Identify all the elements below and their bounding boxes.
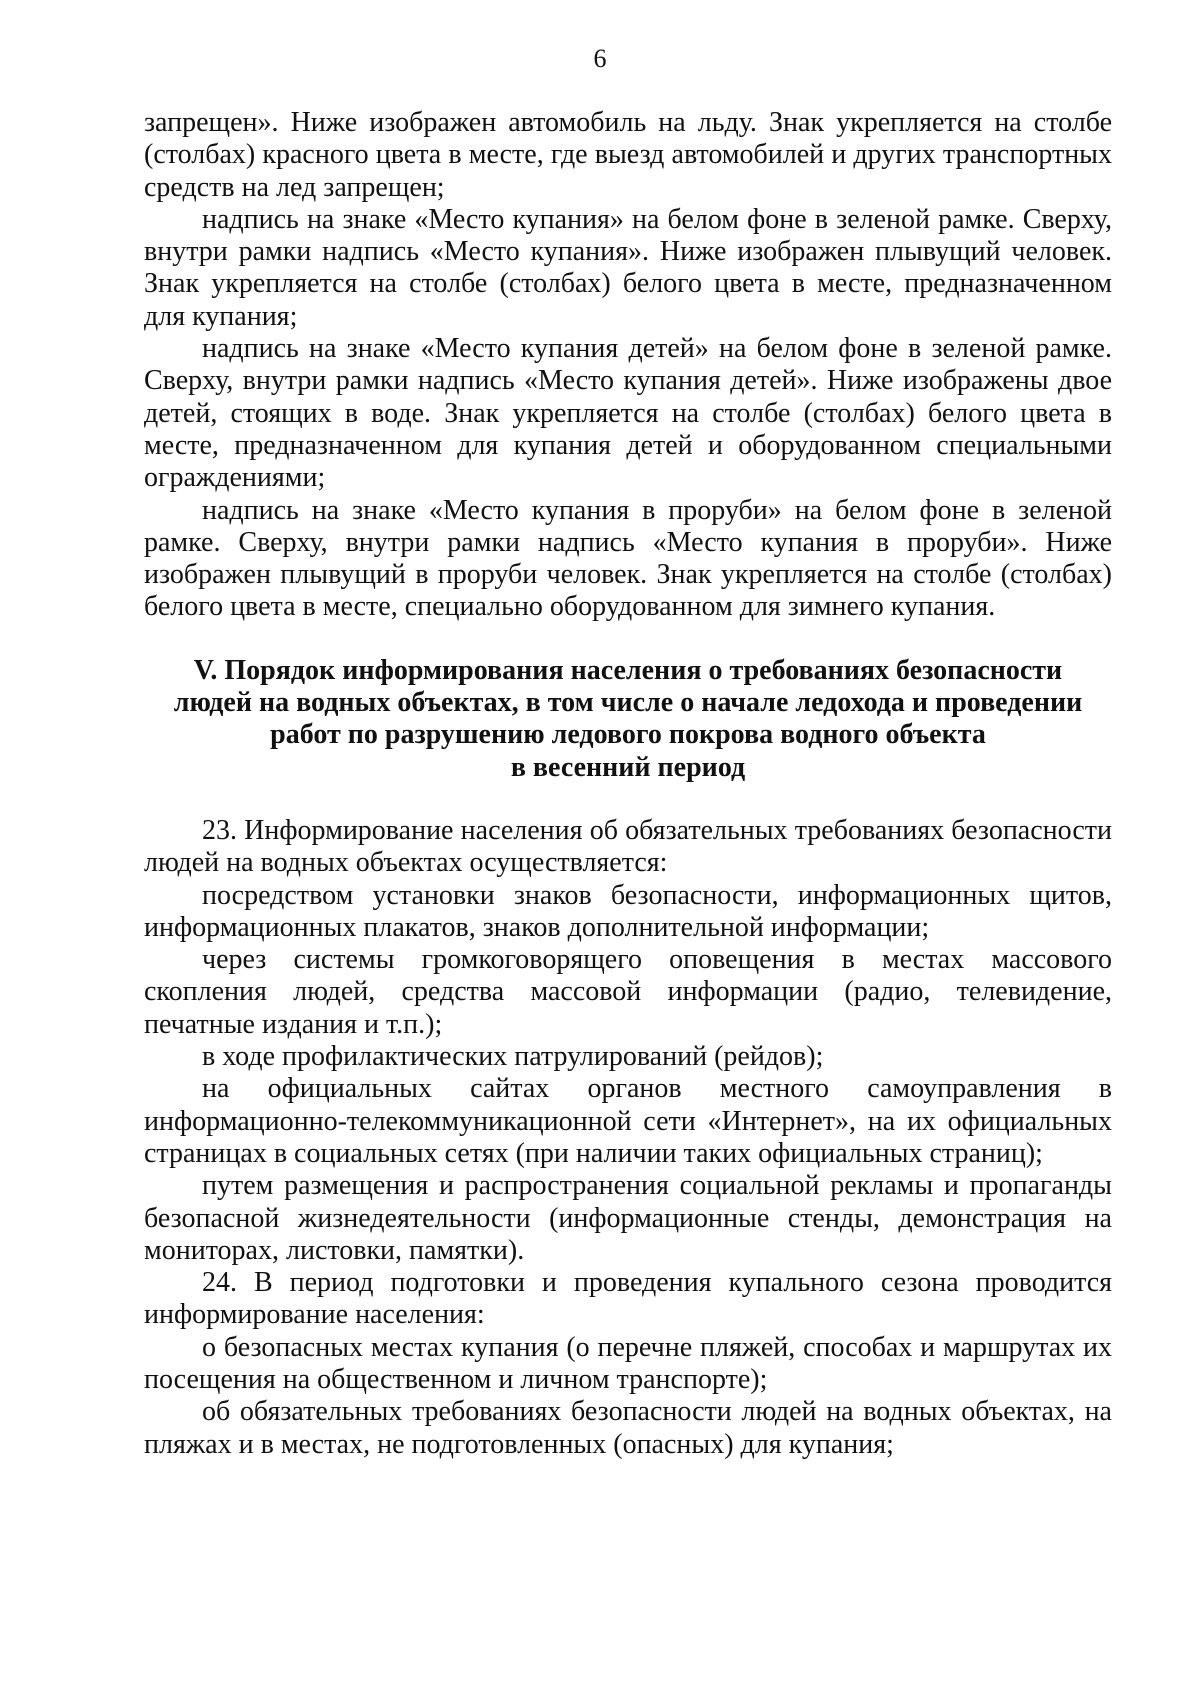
paragraph-sign-children-bathing-place: надпись на знаке «Место купания детей» на белом фоне в зеленой рамке. Сверху, внутри рамки надпись «Место купания детей». Ниже изображены двое детей, стоящих в воде. Знак укрепляется на столбе (столбах) белого цвета в месте, предназначенном для купания детей и оборудованном специальными ограждениями; (144, 333, 1112, 494)
paragraph-sign-ice-hole-bathing: надпись на знаке «Место купания в проруби» на белом фоне в зеленой рамке. Сверху, внутри рамки надпись «Место купания в проруби». Ниже изображен плывущий в проруби человек. Знак укрепляется на столбе (столбах) белого цвета в месте, специально оборудованном для зимнего купания. (144, 494, 1112, 623)
paragraph-sign-car-on-ice-continued: запрещен». Ниже изображен автомобиль на льду. Знак укрепляется на столбе (столбах) красного цвета в месте, где выезд автомобилей и других транспортных средств на лед запрещен; (144, 107, 1112, 203)
spacer (144, 784, 1112, 815)
paragraph-social-advertising: путем размещения и распространения социальной рекламы и пропаганды безопасной жизнедеятельности (информационные стенды, демонстрация на мониторах, листовки, памятки). (144, 1170, 1112, 1266)
page-number: 6 (593, 44, 607, 73)
section-heading-line: V. Порядок информирования населения о требованиях безопасности (193, 654, 1063, 686)
section-heading-line: в весенний период (510, 751, 746, 783)
document-body (144, 107, 1112, 1461)
paragraph-item-23: 23. Информирование населения об обязательных требованиях безопасности людей на водных объектах осуществляется: (144, 814, 1112, 879)
paragraph-safety-signs: посредством установки знаков безопасности, информационных щитов, информационных плакатов, знаков дополнительной информации; (144, 879, 1112, 943)
paragraph-mandatory-requirements: об обязательных требованиях безопасности людей на водных объектах, на пляжах и в местах, не подготовленных (опасных) для купания; (144, 1396, 1112, 1460)
paragraph-safe-bathing-places: о безопасных местах купания (о перечне пляжей, способах и маршрутах их посещения на общественном и личном транспорте); (144, 1331, 1112, 1395)
section-heading-line: работ по разрушению ледового покрова водного объекта (270, 719, 986, 751)
paragraph-sign-bathing-place: надпись на знаке «Место купания» на белом фоне в зеленой рамке. Сверху, внутри рамки надпись «Место купания». Ниже изображен плывущий человек. Знак укрепляется на столбе (столбах) белого цвета в месте, предназначенном для купания; (144, 203, 1112, 332)
paragraph-loudspeaker-media: через системы громкоговорящего оповещения в местах массового скопления людей, средства массовой информации (радио, телевидение, печатные издания и т.п.); (144, 944, 1112, 1040)
paragraph-patrols: в ходе профилактических патрулирований (рейдов); (202, 1041, 824, 1073)
paragraph-official-websites: на официальных сайтах органов местного самоуправления в информационно-телекоммуникационной сети «Интернет», на их официальных страницах в социальных сетях (при наличии таких официальных страниц); (144, 1073, 1112, 1169)
section-heading (144, 655, 1112, 784)
spacer (144, 624, 1112, 655)
paragraph-item-24: 24. В период подготовки и проведения купального сезона проводится информирование населения: (144, 1267, 1112, 1331)
section-heading-line: людей на водных объектах, в том числе о начале ледохода и проведении (173, 687, 1083, 719)
